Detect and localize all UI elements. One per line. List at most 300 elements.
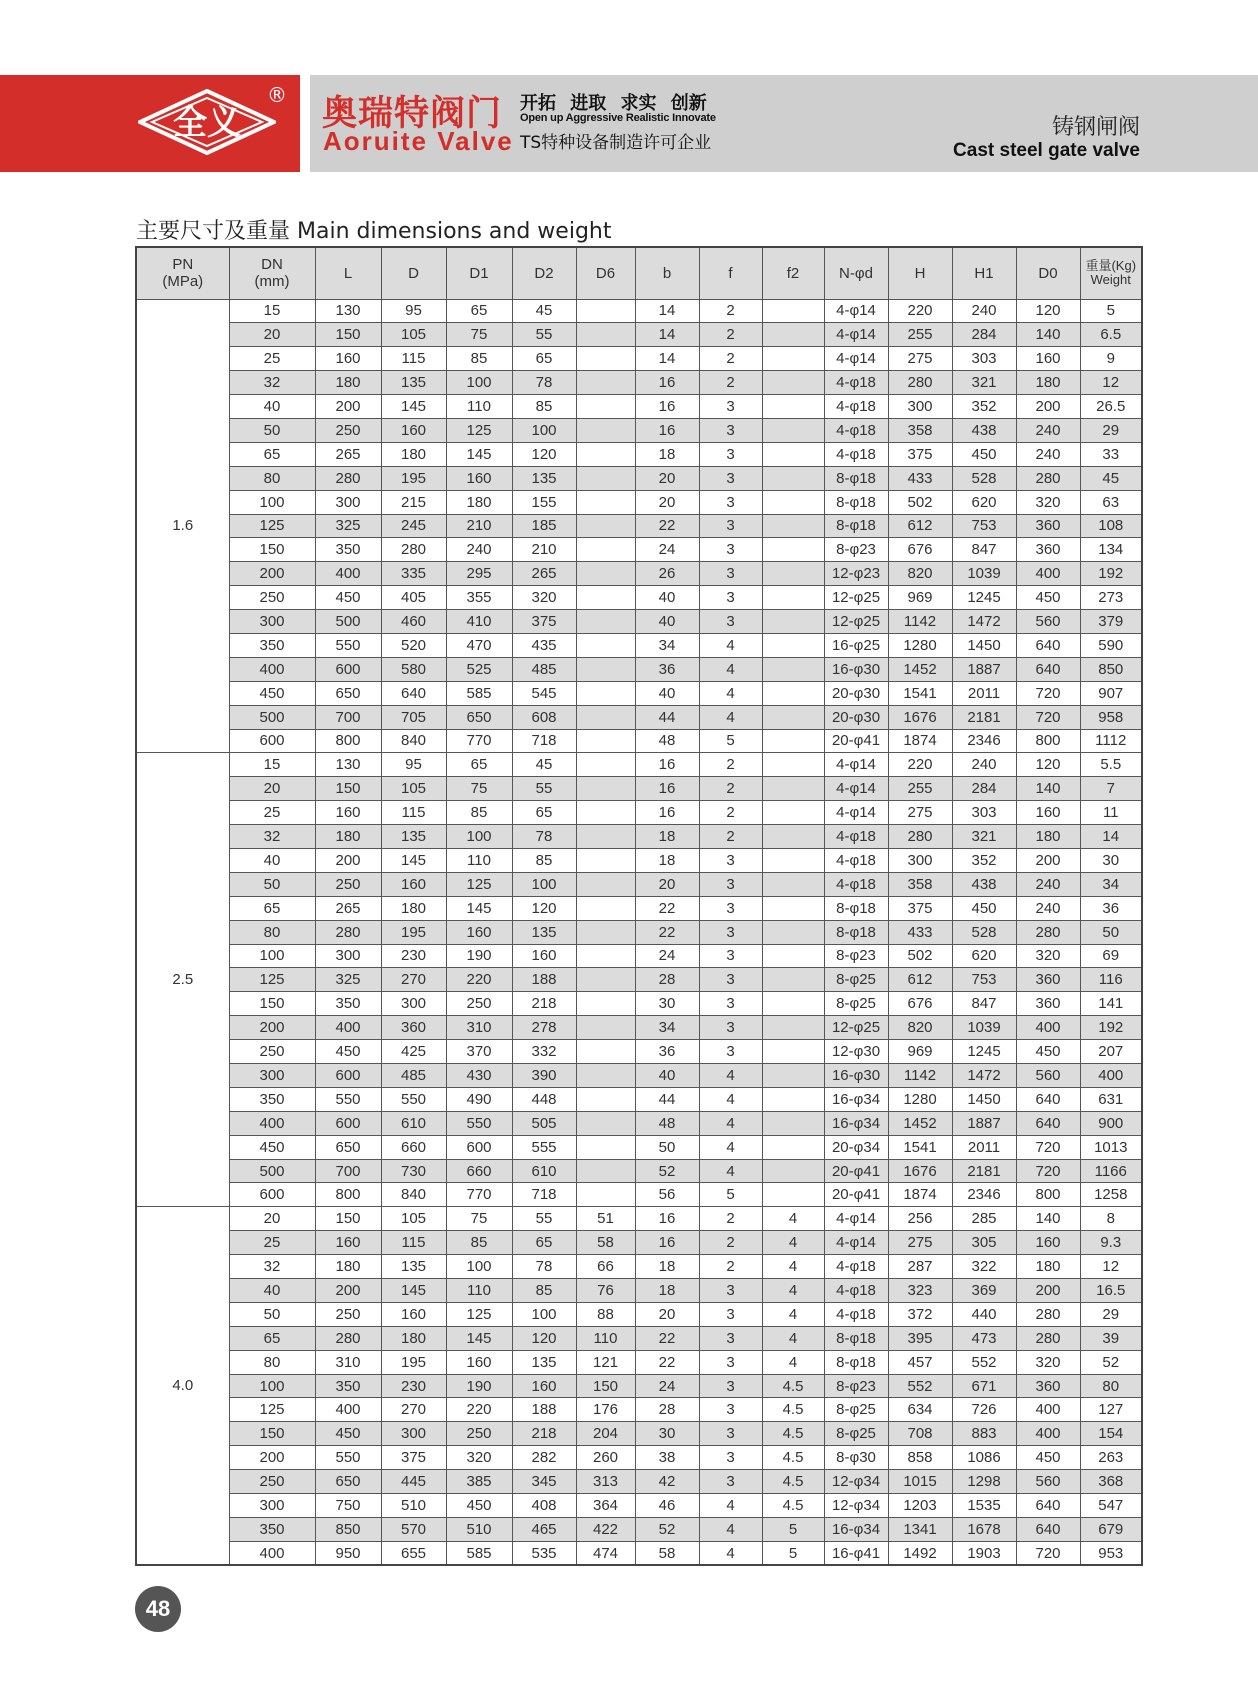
- cell-d0: 720: [1016, 705, 1080, 729]
- table-row: [136, 1231, 1142, 1255]
- cell-h: 969: [888, 586, 952, 610]
- col-header-f: f: [699, 247, 762, 299]
- table-row: [136, 586, 1142, 610]
- col-header-pn: PN (MPa): [136, 247, 229, 299]
- cell-l: 280: [315, 920, 381, 944]
- cell-d: 300: [381, 1422, 446, 1446]
- cell-n-phi-d: 20-φ30: [824, 705, 888, 729]
- cell-d0: 140: [1016, 1207, 1080, 1231]
- cell-b: 40: [635, 681, 699, 705]
- cell-n-phi-d: 16-φ41: [824, 1541, 888, 1565]
- svg-text:全义: 全义: [173, 103, 241, 143]
- cell-d0: 280: [1016, 920, 1080, 944]
- cell-b: 20: [635, 872, 699, 896]
- cell-d: 580: [381, 657, 446, 681]
- col-header-dn: DN (mm): [229, 247, 315, 299]
- table-row: [136, 1087, 1142, 1111]
- cell-dn: 450: [229, 681, 315, 705]
- cell-h1: 528: [952, 920, 1016, 944]
- cell-f: 4: [699, 1064, 762, 1088]
- cell-f: 3: [699, 490, 762, 514]
- cell-l: 250: [315, 418, 381, 442]
- cell-h1: 473: [952, 1326, 1016, 1350]
- cell-d1: 125: [446, 418, 512, 442]
- cell-f: 3: [699, 1302, 762, 1326]
- cell-l: 310: [315, 1350, 381, 1374]
- cell-f: 2: [699, 1207, 762, 1231]
- cell-f: 3: [699, 944, 762, 968]
- cell-b: 52: [635, 1517, 699, 1541]
- cell-d6: [576, 992, 635, 1016]
- cell-h: 612: [888, 514, 952, 538]
- cell-d0: 720: [1016, 1135, 1080, 1159]
- cell-d1: 100: [446, 371, 512, 395]
- cell-d1: 660: [446, 1159, 512, 1183]
- cell-d6: [576, 872, 635, 896]
- cell-dn: 300: [229, 1494, 315, 1518]
- cell-d1: 145: [446, 442, 512, 466]
- cell-dn: 40: [229, 848, 315, 872]
- cell-h1: 438: [952, 872, 1016, 896]
- cell-d6: 260: [576, 1446, 635, 1470]
- cell-h1: 620: [952, 490, 1016, 514]
- cell-weight: 679: [1080, 1517, 1142, 1541]
- cell-f2: [762, 562, 824, 586]
- cell-d: 705: [381, 705, 446, 729]
- cell-d0: 640: [1016, 1517, 1080, 1541]
- cell-h1: 753: [952, 514, 1016, 538]
- cell-b: 20: [635, 466, 699, 490]
- cell-d1: 100: [446, 1255, 512, 1279]
- cell-d6: 313: [576, 1470, 635, 1494]
- cell-b: 36: [635, 657, 699, 681]
- cell-f: 4: [699, 681, 762, 705]
- cell-n-phi-d: 20-φ30: [824, 681, 888, 705]
- cell-b: 24: [635, 1374, 699, 1398]
- cell-h1: 240: [952, 753, 1016, 777]
- cell-l: 350: [315, 1374, 381, 1398]
- cell-dn: 300: [229, 610, 315, 634]
- cell-d6: [576, 586, 635, 610]
- cell-weight: 5.5: [1080, 753, 1142, 777]
- cell-d: 180: [381, 1326, 446, 1350]
- cell-weight: 36: [1080, 896, 1142, 920]
- col-header-weight: 重量(Kg) Weight: [1080, 247, 1142, 299]
- cell-d2: 608: [512, 705, 576, 729]
- table-row: [136, 1470, 1142, 1494]
- cell-f: 2: [699, 323, 762, 347]
- cell-f2: 4: [762, 1302, 824, 1326]
- cell-d2: 135: [512, 466, 576, 490]
- cell-f: 5: [699, 729, 762, 753]
- cell-d0: 400: [1016, 562, 1080, 586]
- cell-n-phi-d: 8-φ25: [824, 968, 888, 992]
- col-header-n-phi-d: N-φd: [824, 247, 888, 299]
- cell-b: 40: [635, 586, 699, 610]
- cell-f2: 4.5: [762, 1470, 824, 1494]
- brand-name-en: Aoruite Valve: [323, 126, 514, 156]
- col-header-d2: D2: [512, 247, 576, 299]
- cell-n-phi-d: 4-φ14: [824, 1231, 888, 1255]
- cell-h1: 322: [952, 1255, 1016, 1279]
- cell-n-phi-d: 8-φ25: [824, 992, 888, 1016]
- cell-d2: 535: [512, 1541, 576, 1565]
- cell-l: 600: [315, 1111, 381, 1135]
- cell-h: 280: [888, 371, 952, 395]
- cell-d0: 450: [1016, 586, 1080, 610]
- cell-h: 502: [888, 944, 952, 968]
- cell-d0: 200: [1016, 395, 1080, 419]
- cell-l: 300: [315, 944, 381, 968]
- cell-d2: 78: [512, 825, 576, 849]
- cell-dn: 65: [229, 1326, 315, 1350]
- cell-d6: [576, 1040, 635, 1064]
- cell-d2: 65: [512, 347, 576, 371]
- cell-d1: 525: [446, 657, 512, 681]
- cell-weight: 953: [1080, 1541, 1142, 1565]
- cell-d: 105: [381, 777, 446, 801]
- cell-d2: 218: [512, 1422, 576, 1446]
- cell-d: 95: [381, 753, 446, 777]
- table-row: [136, 1494, 1142, 1518]
- cell-d0: 180: [1016, 371, 1080, 395]
- table-row: [136, 442, 1142, 466]
- cell-l: 400: [315, 562, 381, 586]
- cell-d6: [576, 371, 635, 395]
- cell-b: 16: [635, 753, 699, 777]
- cell-d1: 75: [446, 1207, 512, 1231]
- cell-weight: 154: [1080, 1422, 1142, 1446]
- cell-dn: 40: [229, 395, 315, 419]
- cell-dn: 80: [229, 466, 315, 490]
- cell-f: 3: [699, 896, 762, 920]
- cell-weight: 26.5: [1080, 395, 1142, 419]
- cell-weight: 1112: [1080, 729, 1142, 753]
- cell-l: 180: [315, 825, 381, 849]
- cell-weight: 192: [1080, 562, 1142, 586]
- cell-h1: 352: [952, 848, 1016, 872]
- cell-h1: 352: [952, 395, 1016, 419]
- cell-h: 287: [888, 1255, 952, 1279]
- cell-dn: 500: [229, 1159, 315, 1183]
- cell-h: 300: [888, 848, 952, 872]
- cell-n-phi-d: 12-φ34: [824, 1494, 888, 1518]
- cell-weight: 116: [1080, 968, 1142, 992]
- cell-d1: 585: [446, 681, 512, 705]
- cell-f2: 4: [762, 1231, 824, 1255]
- cell-b: 18: [635, 442, 699, 466]
- cell-n-phi-d: 16-φ25: [824, 633, 888, 657]
- cell-d6: [576, 1087, 635, 1111]
- cell-weight: 8: [1080, 1207, 1142, 1231]
- dimensions-table: [135, 246, 1143, 1566]
- cell-weight: 52: [1080, 1350, 1142, 1374]
- cell-n-phi-d: 8-φ18: [824, 1350, 888, 1374]
- cell-d: 145: [381, 848, 446, 872]
- cell-d1: 385: [446, 1470, 512, 1494]
- cell-f2: [762, 299, 824, 323]
- table-row: [136, 1374, 1142, 1398]
- cell-d: 115: [381, 347, 446, 371]
- cell-weight: 5: [1080, 299, 1142, 323]
- cell-d0: 360: [1016, 538, 1080, 562]
- cell-d6: [576, 538, 635, 562]
- cell-d: 280: [381, 538, 446, 562]
- cell-f: 3: [699, 1279, 762, 1303]
- cell-d6: 121: [576, 1350, 635, 1374]
- cell-h1: 1535: [952, 1494, 1016, 1518]
- cell-n-phi-d: 16-φ34: [824, 1087, 888, 1111]
- cell-d0: 640: [1016, 633, 1080, 657]
- cell-weight: 207: [1080, 1040, 1142, 1064]
- cell-dn: 50: [229, 872, 315, 896]
- cell-l: 650: [315, 681, 381, 705]
- cell-h: 220: [888, 753, 952, 777]
- table-row: [136, 371, 1142, 395]
- cell-d2: 345: [512, 1470, 576, 1494]
- cell-d0: 720: [1016, 681, 1080, 705]
- cell-d0: 800: [1016, 729, 1080, 753]
- cell-f2: 5: [762, 1541, 824, 1565]
- cell-b: 52: [635, 1159, 699, 1183]
- cell-h: 676: [888, 992, 952, 1016]
- cell-weight: 850: [1080, 657, 1142, 681]
- cell-d0: 400: [1016, 1016, 1080, 1040]
- cell-d2: 45: [512, 299, 576, 323]
- cell-b: 22: [635, 514, 699, 538]
- cell-d1: 180: [446, 490, 512, 514]
- cell-l: 200: [315, 848, 381, 872]
- cell-f: 3: [699, 1350, 762, 1374]
- cell-d6: 66: [576, 1255, 635, 1279]
- cell-d1: 490: [446, 1087, 512, 1111]
- cell-d1: 310: [446, 1016, 512, 1040]
- cell-b: 26: [635, 562, 699, 586]
- brand-name-cn: 奥瑞特阀门: [322, 94, 503, 134]
- cell-d2: 55: [512, 1207, 576, 1231]
- cell-h1: 284: [952, 777, 1016, 801]
- cell-d6: [576, 418, 635, 442]
- product-title-cn: 铸钢闸阀: [1051, 115, 1140, 140]
- cell-d1: 450: [446, 1494, 512, 1518]
- cell-h: 255: [888, 777, 952, 801]
- cell-l: 160: [315, 801, 381, 825]
- cell-f: 4: [699, 633, 762, 657]
- cell-d6: [576, 753, 635, 777]
- cell-n-phi-d: 8-φ18: [824, 490, 888, 514]
- cell-d0: 450: [1016, 1446, 1080, 1470]
- cell-d0: 400: [1016, 1422, 1080, 1446]
- cell-dn: 20: [229, 1207, 315, 1231]
- slogan-cn: 开拓 进取 求实 创新: [520, 93, 707, 114]
- cell-d0: 200: [1016, 848, 1080, 872]
- cell-n-phi-d: 4-φ14: [824, 1207, 888, 1231]
- cell-d6: [576, 562, 635, 586]
- cell-h: 1142: [888, 1064, 952, 1088]
- cell-d0: 160: [1016, 1231, 1080, 1255]
- cell-d2: 85: [512, 395, 576, 419]
- cell-n-phi-d: 8-φ25: [824, 1422, 888, 1446]
- cell-d0: 360: [1016, 968, 1080, 992]
- cell-d0: 120: [1016, 299, 1080, 323]
- cell-l: 265: [315, 442, 381, 466]
- cell-f: 3: [699, 538, 762, 562]
- table-row: [136, 1279, 1142, 1303]
- cell-d2: 545: [512, 681, 576, 705]
- cell-f: 3: [699, 968, 762, 992]
- cell-b: 18: [635, 1279, 699, 1303]
- cell-b: 44: [635, 1087, 699, 1111]
- table-row: [136, 323, 1142, 347]
- cell-d2: 55: [512, 777, 576, 801]
- cell-weight: 63: [1080, 490, 1142, 514]
- cell-d6: 88: [576, 1302, 635, 1326]
- cell-dn: 150: [229, 1422, 315, 1446]
- cell-d2: 185: [512, 514, 576, 538]
- cell-f: 3: [699, 872, 762, 896]
- dimensions-table-container: [135, 246, 1141, 1566]
- cell-d6: 176: [576, 1398, 635, 1422]
- cell-weight: 958: [1080, 705, 1142, 729]
- cell-h: 375: [888, 442, 952, 466]
- cell-n-phi-d: 12-φ30: [824, 1040, 888, 1064]
- cell-f: 3: [699, 562, 762, 586]
- cell-dn: 15: [229, 753, 315, 777]
- cell-n-phi-d: 8-φ18: [824, 920, 888, 944]
- table-row: [136, 872, 1142, 896]
- cell-h: 708: [888, 1422, 952, 1446]
- cell-d6: 422: [576, 1517, 635, 1541]
- cell-l: 550: [315, 1446, 381, 1470]
- cell-d2: 135: [512, 1350, 576, 1374]
- cell-b: 16: [635, 395, 699, 419]
- cell-d: 460: [381, 610, 446, 634]
- cell-d0: 640: [1016, 1087, 1080, 1111]
- cell-b: 20: [635, 1302, 699, 1326]
- cell-f2: [762, 729, 824, 753]
- cell-dn: 350: [229, 1087, 315, 1111]
- cell-dn: 80: [229, 920, 315, 944]
- cell-weight: 12: [1080, 1255, 1142, 1279]
- section-title: 主要尺寸及重量 Main dimensions and weight: [136, 219, 612, 244]
- cell-dn: 32: [229, 1255, 315, 1279]
- cell-weight: 141: [1080, 992, 1142, 1016]
- table-row: [136, 1016, 1142, 1040]
- cell-h1: 321: [952, 825, 1016, 849]
- cell-f2: [762, 1159, 824, 1183]
- col-header-d1: D1: [446, 247, 512, 299]
- cell-d6: [576, 633, 635, 657]
- cell-d6: [576, 1016, 635, 1040]
- cell-f2: 4.5: [762, 1494, 824, 1518]
- cell-h1: 883: [952, 1422, 1016, 1446]
- cell-l: 850: [315, 1517, 381, 1541]
- cell-n-phi-d: 12-φ34: [824, 1470, 888, 1494]
- table-row: [136, 801, 1142, 825]
- cell-weight: 631: [1080, 1087, 1142, 1111]
- cell-d1: 410: [446, 610, 512, 634]
- cell-d6: [576, 347, 635, 371]
- table-row: [136, 1064, 1142, 1088]
- cell-n-phi-d: 4-φ18: [824, 418, 888, 442]
- cell-d: 360: [381, 1016, 446, 1040]
- cell-dn: 32: [229, 371, 315, 395]
- cell-f: 4: [699, 705, 762, 729]
- cell-n-phi-d: 4-φ14: [824, 777, 888, 801]
- cell-f: 3: [699, 1470, 762, 1494]
- cell-dn: 350: [229, 633, 315, 657]
- cell-d0: 320: [1016, 490, 1080, 514]
- cell-d2: 485: [512, 657, 576, 681]
- cell-d2: 78: [512, 1255, 576, 1279]
- cell-b: 28: [635, 968, 699, 992]
- cell-n-phi-d: 12-φ23: [824, 562, 888, 586]
- cell-dn: 150: [229, 538, 315, 562]
- cell-h: 1874: [888, 1183, 952, 1207]
- cell-d2: 375: [512, 610, 576, 634]
- cell-d6: [576, 442, 635, 466]
- cell-d0: 240: [1016, 442, 1080, 466]
- pn-group-cell: 4.0: [136, 1207, 229, 1565]
- cell-h1: 1039: [952, 562, 1016, 586]
- cell-f2: [762, 1111, 824, 1135]
- cell-b: 18: [635, 1255, 699, 1279]
- cell-d0: 450: [1016, 1040, 1080, 1064]
- cell-f2: [762, 825, 824, 849]
- cell-d2: 210: [512, 538, 576, 562]
- cell-weight: 6.5: [1080, 323, 1142, 347]
- cell-weight: 29: [1080, 418, 1142, 442]
- table-row: [136, 825, 1142, 849]
- cell-d6: [576, 896, 635, 920]
- cell-dn: 250: [229, 1470, 315, 1494]
- cell-h: 1280: [888, 633, 952, 657]
- cell-f: 2: [699, 801, 762, 825]
- col-header-f2: f2: [762, 247, 824, 299]
- cell-weight: 900: [1080, 1111, 1142, 1135]
- cell-d6: [576, 657, 635, 681]
- cell-h: 1280: [888, 1087, 952, 1111]
- table-row: [136, 657, 1142, 681]
- cell-b: 16: [635, 801, 699, 825]
- cell-h1: 450: [952, 442, 1016, 466]
- cell-d2: 120: [512, 442, 576, 466]
- cell-h1: 450: [952, 896, 1016, 920]
- cell-n-phi-d: 4-φ14: [824, 347, 888, 371]
- cell-n-phi-d: 4-φ18: [824, 825, 888, 849]
- cell-f: 2: [699, 371, 762, 395]
- cell-n-phi-d: 12-φ25: [824, 586, 888, 610]
- cell-d0: 140: [1016, 323, 1080, 347]
- cell-l: 450: [315, 1422, 381, 1446]
- cell-d: 405: [381, 586, 446, 610]
- cell-weight: 907: [1080, 681, 1142, 705]
- cell-b: 28: [635, 1398, 699, 1422]
- cell-f2: [762, 848, 824, 872]
- cell-d0: 360: [1016, 992, 1080, 1016]
- cell-l: 180: [315, 1255, 381, 1279]
- table-row: [136, 1517, 1142, 1541]
- cell-d6: [576, 729, 635, 753]
- cell-dn: 25: [229, 1231, 315, 1255]
- cell-f2: 4: [762, 1255, 824, 1279]
- cell-h1: 847: [952, 992, 1016, 1016]
- cell-dn: 25: [229, 801, 315, 825]
- table-row: [136, 1302, 1142, 1326]
- cell-b: 30: [635, 992, 699, 1016]
- cell-n-phi-d: 4-φ18: [824, 442, 888, 466]
- table-row: [136, 1541, 1142, 1565]
